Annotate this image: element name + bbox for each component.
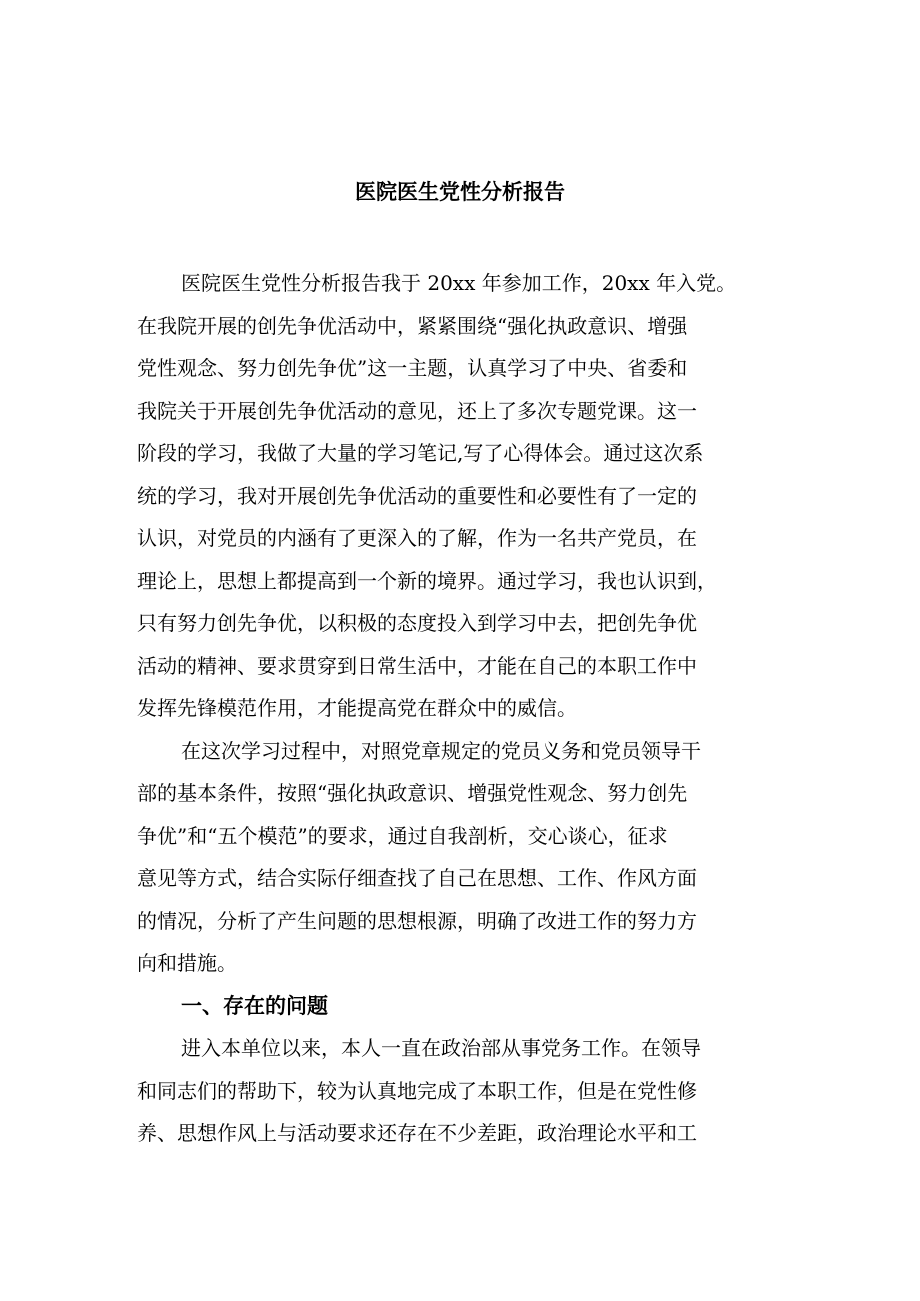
- paragraph-line: 意见等方式，结合实际仔细查找了自己在思想、工作、作风方面: [137, 866, 697, 890]
- paragraph-3: [137, 1027, 797, 1155]
- paragraph-line: 认识，对党员的内涵有了更深入的了解，作为一名共产党员，在: [137, 526, 697, 550]
- document-body: [137, 262, 797, 1155]
- document-title: 医院医生党性分析报告: [355, 180, 565, 204]
- paragraph-line: 的情况，分析了产生问题的思想根源，明确了改进工作的努力方: [137, 908, 697, 933]
- paragraph-line: 活动的精神、要求贯穿到日常生活中，才能在自己的本职工作中: [137, 653, 697, 678]
- section-heading: 一、存在的问题: [181, 993, 328, 1018]
- paragraph-line: 只有努力创先争优，以积极的态度投入到学习中去，把创先争优: [137, 611, 697, 635]
- paragraph-line: 党性观念、努力创先争优”这一主题，认真学习了中央、省委和: [137, 356, 688, 380]
- paragraph-line: 我院关于开展创先争优活动的意见，还上了多次专题党课。这一: [137, 398, 697, 423]
- paragraph-line: 向和措施。: [137, 951, 237, 975]
- paragraph-line: 理论上，思想上都提高到一个新的境界。通过学习，我也认识到，: [137, 568, 717, 593]
- paragraph-line: 阶段的学习，我做了大量的学习笔记,写了心得体会。通过这次系: [137, 441, 704, 465]
- paragraph-line: 争优”和“五个模范”的要求，通过自我剖析，交心谈心，征求: [137, 823, 668, 848]
- paragraph-line: 在我院开展的创先争优活动中，紧紧围绕“强化执政意识、增强: [137, 313, 688, 338]
- paragraph-line: 在这次学习过程中，对照党章规定的党员义务和党员领导干: [181, 738, 701, 763]
- paragraph-line: 医院医生党性分析报告我于 20xx 年参加工作，20xx 年入党。: [181, 271, 737, 295]
- paragraph-line: 和同志们的帮助下，较为认真地完成了本职工作，但是在党性修: [137, 1078, 697, 1103]
- paragraph-1: [137, 262, 797, 730]
- paragraph-line: 进入本单位以来，本人一直在政治部从事党务工作。在领导: [181, 1036, 701, 1060]
- paragraph-line: 部的基本条件，按照“强化执政意识、增强党性观念、努力创先: [137, 781, 688, 805]
- paragraph-2: [137, 730, 797, 985]
- paragraph-line: 发挥先锋模范作用，才能提高党在群众中的威信。: [137, 696, 577, 720]
- paragraph-line: 养、思想作风上与活动要求还存在不少差距，政治理论水平和工: [137, 1121, 697, 1145]
- paragraph-line: 统的学习，我对开展创先争优活动的重要性和必要性有了一定的: [137, 483, 697, 508]
